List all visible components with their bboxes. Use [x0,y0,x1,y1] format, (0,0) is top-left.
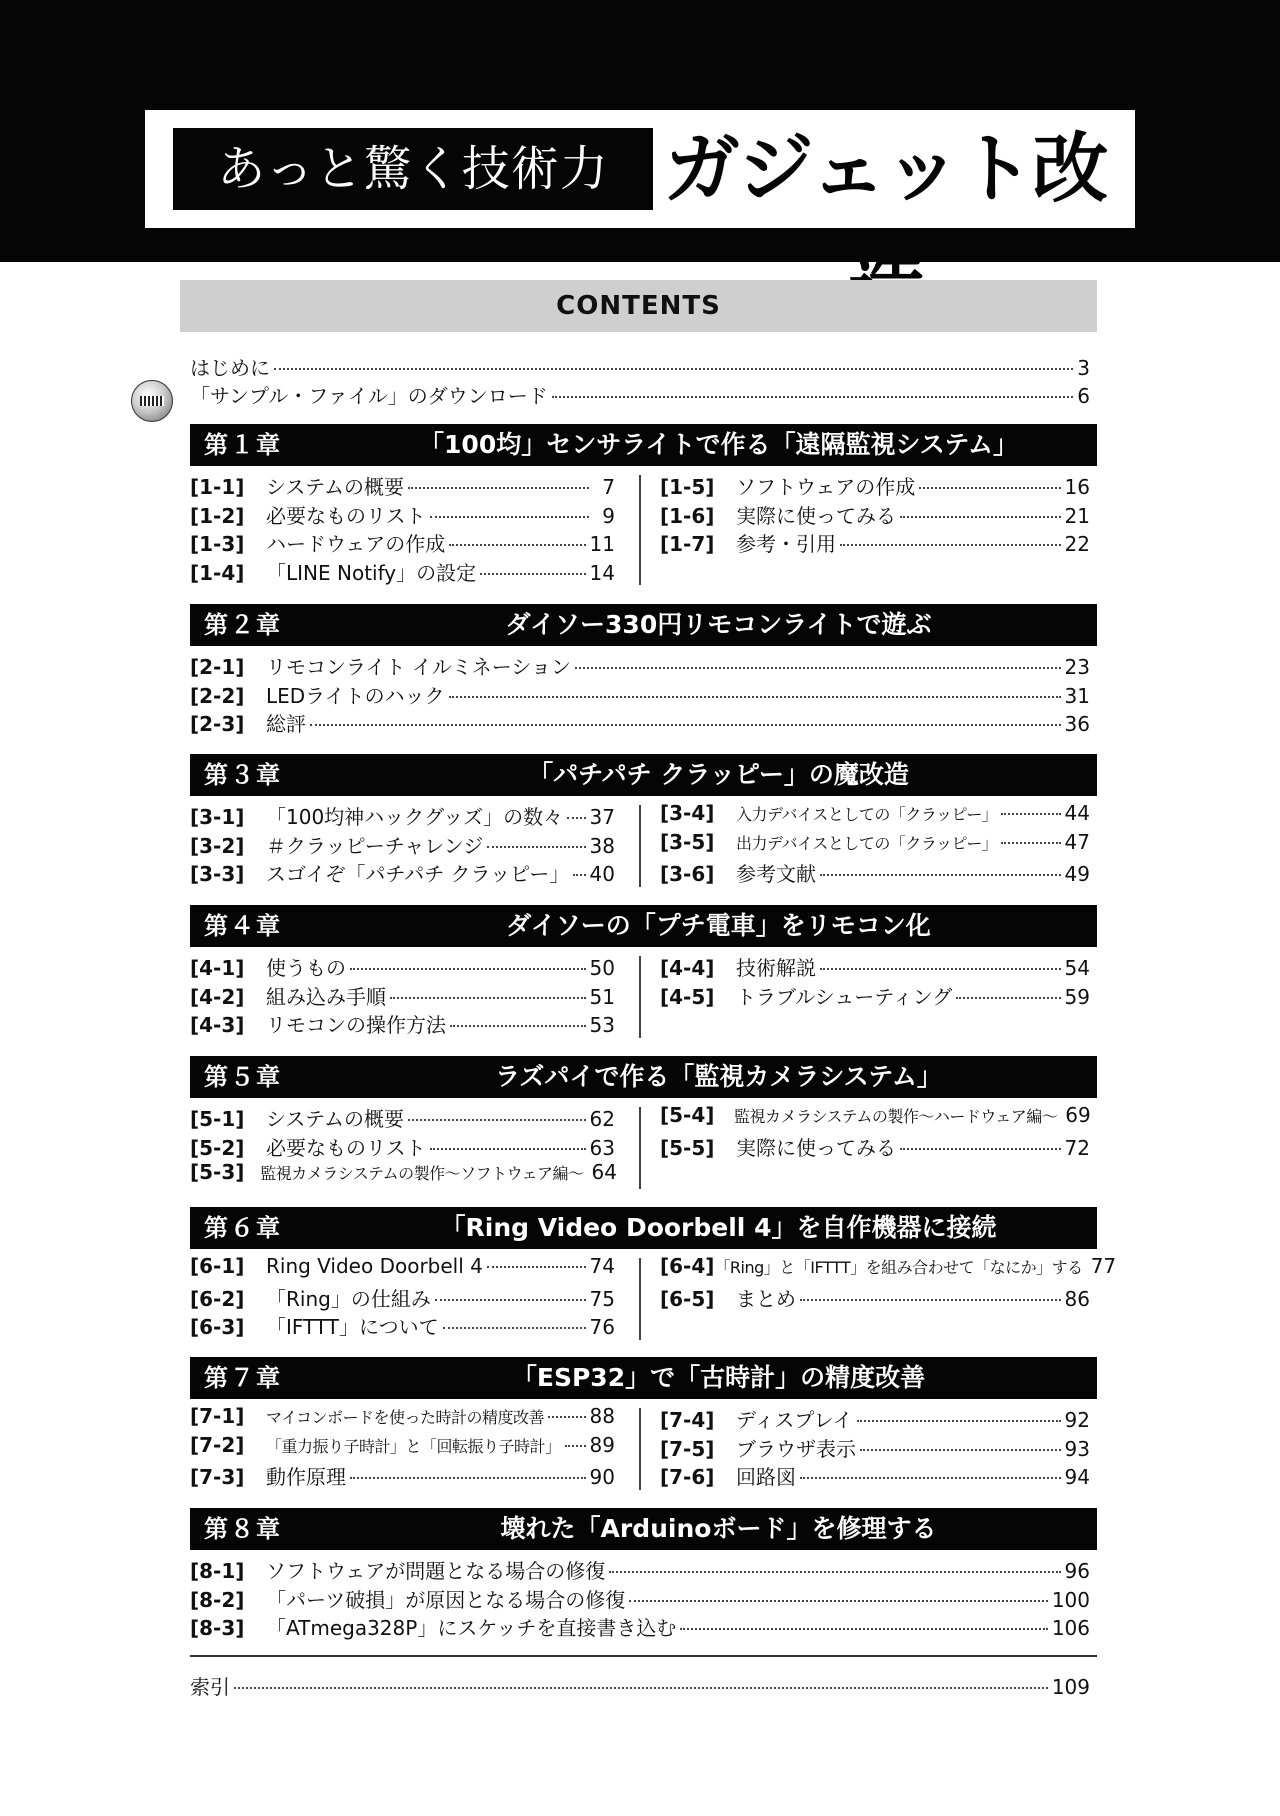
dot-leader [449,544,585,546]
chapter-2 [190,604,1097,737]
entry-page: 106 [1051,1616,1090,1640]
chapter-number: 第２章 [204,611,282,639]
column-divider [639,805,641,887]
dot-leader [487,846,585,848]
column-divider [639,956,641,1038]
toc-entry[interactable] [660,1283,1090,1312]
dot-leader [480,573,585,575]
entry-label: 組み込み手順 [266,984,386,1009]
entry-label: 参考文献 [736,862,816,886]
chapter-number: 第８章 [204,1515,282,1543]
chapter-7 [190,1357,1097,1490]
entry-label: 監視カメラシステムの製作～ハードウェア編～ [733,1107,1058,1126]
entry-label: ハードウェアの作成 [266,532,446,556]
entry-number: [4-4] [660,956,715,980]
chapter-header[interactable] [190,905,1097,947]
entry-page: 100 [1051,1587,1090,1612]
chapter-title: 「100均」センサライトで作る「遠隔監視システム」 [419,430,1018,459]
chapter-1 [190,424,1097,585]
toc-entry[interactable] [190,801,615,830]
chapter-number: 第７章 [204,1364,282,1392]
dot-leader [900,1148,1061,1150]
toc-entry-download[interactable] [190,380,1090,406]
chapter-title: 壊れた「Arduinoボード」を修理する [500,1514,937,1543]
dot-leader [857,1420,1061,1422]
entry-page: 74 [589,1254,615,1278]
chapter-title: 「Ring Video Doorbell 4」を自作機器に接続 [440,1213,997,1242]
dot-leader [487,1266,586,1268]
entry-number: [2-2] [190,683,245,708]
left-column [190,801,615,887]
entry-page: 47 [1064,829,1090,854]
toc-entry[interactable] [190,528,615,557]
dot-leader [390,997,586,999]
dot-leader [800,1299,1061,1301]
entry-number: [2-1] [190,655,245,679]
entry-page: 54 [1064,956,1090,980]
entry-page: 77 [1090,1254,1117,1278]
entry-label: ソフトウェアが問題となる場合の修復 [266,1559,606,1583]
entry-number: [6-2] [190,1286,245,1311]
entry-number: [4-2] [190,984,245,1009]
toc-entry[interactable] [660,500,1090,529]
entry-page: 63 [589,1135,615,1160]
toc-entry[interactable] [660,1404,1090,1433]
toc-entry[interactable] [190,1254,615,1283]
dot-leader [450,1025,586,1027]
entry-label: 「Ring」と「IFTTT」を組み合わせて「なにか」する [714,1258,1083,1277]
entry-number: [5-4] [660,1103,715,1127]
entry-page: 51 [589,984,615,1009]
entry-page: 86 [1064,1286,1090,1311]
entry-number: [7-5] [660,1436,715,1461]
dot-leader [435,1299,586,1301]
dot-leader [900,516,1061,518]
entry-page: 75 [589,1286,615,1311]
entry-label: システムの概要 [266,475,404,499]
entry-label: ブラウザ表示 [736,1436,856,1461]
dot-leader [820,968,1061,970]
dot-leader [609,1571,1060,1573]
chapter-entries [190,952,1097,1038]
download-disc-icon [131,380,173,422]
chapter-entries [190,471,1097,585]
dot-leader [350,968,586,970]
chapter-header[interactable] [190,754,1097,796]
entry-label: 回路図 [736,1465,796,1489]
entry-number: [6-3] [190,1315,245,1339]
entry-number: [8-3] [190,1616,245,1640]
entry-page: 7 [602,475,615,499]
entry-number: [3-1] [190,805,245,829]
entry-number: [4-5] [660,984,715,1009]
entry-label: 技術解説 [736,956,816,980]
toc-entry[interactable] [190,1404,615,1433]
entry-number: [1-2] [190,503,245,528]
entry-number: [1-5] [660,475,715,499]
chapter-entries [190,1555,1097,1641]
entry-number: [3-5] [660,829,715,854]
chapter-entries [190,801,1097,887]
chapter-4 [190,905,1097,1038]
toc-entry[interactable] [190,651,1090,680]
entry-label: Ring Video Doorbell 4 [266,1254,483,1278]
entry-page: 49 [1064,862,1090,886]
entry-page: 31 [1064,683,1090,708]
chapter-entries [190,1103,1097,1189]
entry-label: 必要なものリスト [266,1135,426,1160]
entry-page: 69 [1065,1103,1091,1127]
chapter-entries [190,1404,1097,1490]
entry-number: [5-1] [190,1107,245,1131]
divider-line [190,1655,1097,1657]
entry-label: スゴイぞ「パチパチ クラッピー」 [266,862,570,886]
entry-number: [7-6] [660,1465,715,1489]
dot-leader [1001,813,1060,815]
entry-page: 59 [1064,984,1090,1009]
toc-entry[interactable] [190,858,615,887]
toc-entry[interactable] [190,1103,615,1132]
toc-entry[interactable] [190,952,615,981]
contents-heading: CONTENTS [180,280,1097,332]
dot-leader [565,1445,586,1447]
entry-number: [1-6] [660,503,715,528]
chapter-title: 「ESP32」で「古時計」の精度改善 [511,1363,926,1392]
dot-leader [408,1119,586,1121]
toc-entry[interactable] [190,1311,615,1340]
book-title: ガジェット改 [663,124,1107,213]
entry-number: [6-4] [660,1254,715,1278]
dot-leader [449,696,1061,698]
entry-number: [7-4] [660,1408,715,1432]
dot-leader [548,1416,586,1418]
dot-leader [430,1148,586,1150]
entry-number: [8-1] [190,1559,245,1583]
toc-entry[interactable] [190,557,615,586]
toc-entry[interactable] [660,981,1090,1010]
entry-page: 36 [1064,712,1090,736]
entry-label: 総評 [266,712,306,736]
chapter-header[interactable] [190,424,1097,466]
entry-label: ソフトウェアの作成 [736,475,916,499]
entry-page: 94 [1064,1465,1090,1489]
entry-page: 21 [1064,503,1090,528]
dot-leader [820,874,1061,876]
chapter-title: ダイソー330円リモコンライトで遊ぶ [505,610,932,639]
chapter-number: 第４章 [204,912,282,940]
chapter-entries [190,1254,1117,1340]
entry-number: [7-1] [190,1404,245,1428]
toc-entry[interactable] [190,708,1090,737]
toc-entry[interactable] [660,830,1090,859]
dot-leader [350,1477,586,1479]
dot-leader [956,997,1060,999]
entry-number: [1-4] [190,560,245,585]
entry-page: 38 [589,833,615,858]
entry-label: 「ATmega328P」にスケッチを直接書き込む [266,1616,677,1640]
column-divider [639,1107,641,1189]
dot-leader [234,1687,1048,1689]
left-column [190,471,615,585]
entry-label: 「Ring」の仕組み [266,1286,431,1311]
entry-page: 62 [589,1107,615,1131]
entry-label: 「サンプル・ファイル」のダウンロード [190,384,548,408]
chapter-header[interactable] [190,604,1097,646]
entry-label: 参考・引用 [736,532,836,556]
entry-page: 93 [1064,1436,1090,1461]
right-column [660,801,1090,887]
entry-page: 44 [1064,801,1090,825]
entry-number: [4-3] [190,1013,245,1037]
right-column [660,471,1090,557]
toc-entry[interactable] [190,471,615,500]
entry-label: 実際に使ってみる [736,503,896,528]
chapter-number: 第６章 [204,1214,282,1242]
toc-entry[interactable] [660,801,1090,830]
entry-page: 40 [589,862,615,886]
toc-entry[interactable] [190,1584,1090,1613]
entry-number: [1-1] [190,475,245,499]
left-column [190,952,615,1038]
entry-label: 使うもの [266,956,346,980]
toc-entry[interactable] [190,1160,615,1189]
entry-page: 23 [1064,655,1090,679]
entry-label: ディスプレイ [736,1408,853,1432]
toc-entry[interactable] [190,1283,615,1312]
entry-number: [3-2] [190,833,245,858]
entry-page: 64 [591,1160,617,1184]
entry-number: [3-4] [660,801,715,825]
entry-label: 出力デバイスとしての「クラッピー」 [736,833,998,853]
entry-label: まとめ [736,1286,796,1311]
chapter-title: 「パチパチ クラッピー」の魔改造 [528,760,909,789]
chapter-title: ダイソーの「プチ電車」をリモコン化 [506,911,931,940]
entry-page: 53 [589,1013,615,1037]
entry-page: 11 [589,532,615,556]
column-divider [639,475,641,585]
entry-number: [1-7] [660,532,715,556]
dot-leader [430,516,589,518]
entry-label: 索引 [190,1675,230,1699]
toc-entry[interactable] [660,1132,1090,1161]
toc-entry[interactable] [660,471,1090,500]
chapter-header[interactable] [190,1357,1097,1399]
entry-number: [5-3] [190,1160,245,1184]
column-divider [639,1258,641,1340]
toc-entry[interactable] [660,528,1090,557]
toc-entry[interactable] [190,1555,1090,1584]
chapter-3 [190,754,1097,887]
entry-label: はじめに [190,356,270,380]
entry-number: [3-3] [190,862,245,886]
entry-number: [7-2] [190,1432,245,1457]
toc-entry[interactable] [190,1009,615,1038]
toc-entry[interactable] [190,680,1090,709]
chapter-number: 第３章 [204,761,282,789]
dot-leader [443,1327,586,1329]
chapter-entries [190,651,1097,737]
right-column [660,1254,1117,1311]
toc-entry[interactable] [190,830,615,859]
entry-number: [5-2] [190,1135,245,1160]
entry-label: 必要なものリスト [266,503,426,528]
entry-label: トラブルシューティング [736,984,953,1009]
entry-label: 監視カメラシステムの製作～ソフトウェア編～ [260,1164,584,1183]
entry-number: [2-3] [190,712,245,736]
toc-entry[interactable] [660,858,1090,887]
entry-number: [6-1] [190,1254,245,1278]
entry-page: 22 [1064,532,1090,556]
entry-label: 「パーツ破損」が原因となる場合の修復 [266,1587,626,1612]
entry-page: 37 [589,805,615,829]
chapter-6 [190,1207,1117,1340]
chapter-header[interactable] [190,1207,1097,1249]
toc-entry[interactable] [660,1103,1090,1132]
entry-page: 92 [1064,1408,1090,1432]
entry-label: 「100均神ハックグッズ」の数々 [266,805,564,829]
entry-label: 「IFTTT」について [266,1315,439,1339]
chapter-number: 第５章 [204,1063,282,1091]
entry-page: 109 [1051,1675,1090,1699]
entry-number: [3-6] [660,862,715,886]
right-column [660,1404,1090,1490]
dot-leader [1001,842,1060,844]
entry-label: 実際に使ってみる [736,1135,896,1160]
entry-number: [6-5] [660,1286,715,1311]
right-column [660,1103,1090,1160]
chapter-header[interactable] [190,1056,1097,1098]
chapter-header[interactable] [190,1508,1097,1550]
toc-entry[interactable] [660,1461,1090,1490]
toc-entry-index[interactable] [190,1671,1090,1697]
dot-leader [408,487,589,489]
chapter-title: ラズパイで作る「監視カメラシステム」 [495,1062,942,1091]
dot-leader [860,1449,1061,1451]
dot-leader [552,396,1073,398]
entry-page: 50 [589,956,615,980]
title-box [145,110,1135,228]
entry-page: 96 [1064,1559,1090,1583]
entry-number: [8-2] [190,1587,245,1612]
toc-entry[interactable] [190,1612,1090,1641]
toc-entry[interactable] [190,1461,615,1490]
entry-label: 入力デバイスとしての「クラッピー」 [736,805,998,824]
entry-number: [5-5] [660,1135,715,1160]
series-title: あっと驚く技術力 [173,128,653,210]
entry-label: ＃クラッピーチャレンジ [266,833,484,858]
entry-label: LEDライトのハック [266,683,445,708]
dot-leader [800,1477,1061,1479]
entry-page: 72 [1064,1135,1090,1160]
left-column [190,1103,615,1189]
dot-leader [629,1600,1048,1602]
entry-label: システムの概要 [266,1107,404,1131]
column-divider [639,1408,641,1490]
toc-entry[interactable] [660,1254,1117,1283]
entry-page: 16 [1064,475,1090,499]
entry-number: [7-3] [190,1465,245,1489]
dot-leader [567,817,585,819]
toc-entry[interactable] [660,1433,1090,1462]
dot-leader [575,667,1061,669]
entry-page: 90 [589,1465,615,1489]
chapter-number: 第１章 [204,431,282,459]
chapter-8 [190,1508,1097,1641]
entry-number: [1-3] [190,532,245,556]
entry-page: 76 [589,1315,615,1339]
toc-entry[interactable] [190,500,615,529]
toc-entry[interactable] [190,981,615,1010]
entry-page: 9 [602,503,615,528]
toc-entry[interactable] [660,952,1090,981]
dot-leader [680,1628,1047,1630]
left-column [190,1404,615,1490]
toc-entry[interactable] [190,1132,615,1161]
dot-leader [573,874,585,876]
entry-label: マイコンボードを使った時計の精度改善 [266,1408,545,1427]
chapter-5 [190,1056,1097,1189]
entry-label: 動作原理 [266,1465,346,1489]
entry-page: 6 [1077,384,1090,408]
right-column [660,952,1090,1009]
entry-page: 3 [1077,356,1090,380]
entry-label: リモコンライト イルミネーション [266,655,571,679]
dot-leader [840,544,1061,546]
dot-leader [310,724,1061,726]
left-column [190,1254,615,1340]
entry-label: リモコンの操作方法 [266,1013,446,1037]
entry-label: 「LINE Notify」の設定 [266,560,477,585]
toc-entry[interactable] [190,1433,615,1462]
dot-leader [274,368,1073,370]
entry-page: 88 [589,1404,615,1428]
entry-page: 89 [589,1432,615,1457]
entry-label: 「重力振り子時計」と「回転振り子時計」 [266,1436,561,1456]
entry-number: [4-1] [190,956,245,980]
entry-page: 14 [589,560,615,585]
toc-entry-intro[interactable] [190,352,1090,378]
dot-leader [919,487,1060,489]
